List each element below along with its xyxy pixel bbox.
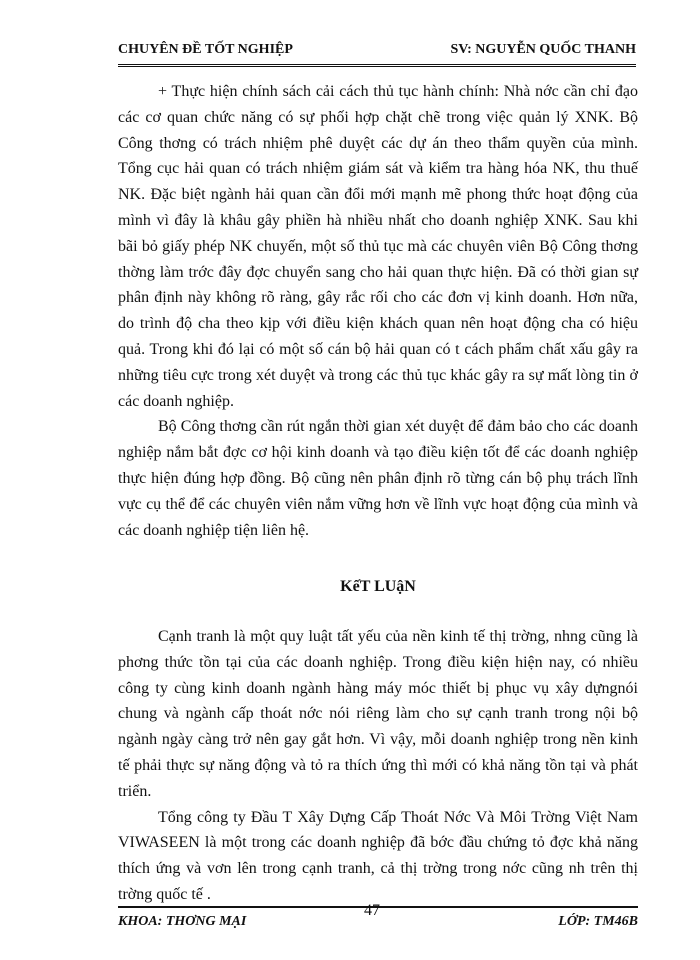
page-footer [118,902,638,938]
paragraph-admin-reform: + Thực hiện chính sách cải cách thủ tục hành chính: Nhà nớc cần chỉ đạo các cơ quan chức năng có sự phối hợp chặt chẽ trong việc quản lý XNK. Bộ Công thơng có trách nhiệm phê duyệt các dự án theo thẩm quyền của mình. Tổng cục hải quan có trách nhiệm giám sát và kiểm tra hàng hóa NK, thu thuế NK. Đặc biệt ngành hải quan cần đổi mới mạnh mẽ phong thức hoạt động của mình vì đây là khâu gây phiền hà nhiều nhất cho doanh nghiệp XNK. Sau khi bãi bỏ giấy phép NK chuyến, một số thủ tục mà các chuyên viên Bộ Công thơng thờng làm trớc đây đợc chuyển sang cho hải quan thực hiện. Đã có thời gian sự phân định này không rõ ràng, gây rắc rối cho các đơn vị kinh doanh. Hơn nữa, do trình độ cha theo kịp với điều kiện khách quan nên hoạt động cha có hiệu quả. Trong khi đó lại có một số cán bộ hải quan có t cách phẩm chất xấu gây ra những tiêu cực trong xét duyệt và trong các thủ tục khác gây ra sự mất lòng tin ở các doanh nghiệp. [118,83,638,410]
section-title: KếT LUậN [340,578,416,595]
header-thesis-title: CHUYÊN ĐỀ TỐT NGHIỆP [118,42,293,57]
page-number: 47 [364,902,380,919]
conclusion-text [118,624,638,908]
footer-class: LỚP: TM46B [558,914,638,929]
main-text [118,79,638,543]
paragraph-ministry: Bộ Công thơng cần rút ngắn thời gian xét duyệt để đảm bảo cho các doanh nghiệp nắm bắt đợc cơ hội kinh doanh và tạo điều kiện tốt để các doanh nghiệp thực hiện đúng hợp đồng. Bộ cũng nên phân định rõ từng cán bộ phụ trách lĩnh vực cụ thể để các chuyên viên nắm vững hơn về lĩnh vực hoạt động của mình và các doanh nghiệp tiện liên hệ. [118,418,638,539]
paragraph-competition: Cạnh tranh là một quy luật tất yếu của nền kinh tế thị trờng, nhng cũng là phơng thức tồn tại của các doanh nghiệp. Trong điều kiện hiện nay, có nhiều công ty cùng kinh doanh ngành hàng máy móc thiết bị phục vụ xây dựngnói chung và ngành cấp thoát nớc nói riêng làm cho sự cạnh tranh trong nội bộ ngành ngày càng trở nên gay gắt hơn. Vì vậy, mỗi doanh nghiệp trong nền kinh tế phải thực sự năng động và tỏ ra thích ứng thì mới có khả năng tồn tại và phát triển. [118,628,638,800]
paragraph-viwaseen: Tổng công ty Đầu T Xây Dựng Cấp Thoát Nớc Và Môi Trờng Việt Nam VIWASEEN là một trong các doanh nghiệp đã bớc đầu chứng tỏ đợc khả năng thích ứng và vơn lên trong cạnh tranh, cả thị trờng trong nớc cũng nh trên thị trờng quốc tế . [118,808,638,903]
header-student-name: SV: NGUYỄN QUỐC THANH [450,42,636,57]
page-header [118,40,636,67]
footer-faculty: KHOA: THƠNG MẠI [118,914,247,929]
